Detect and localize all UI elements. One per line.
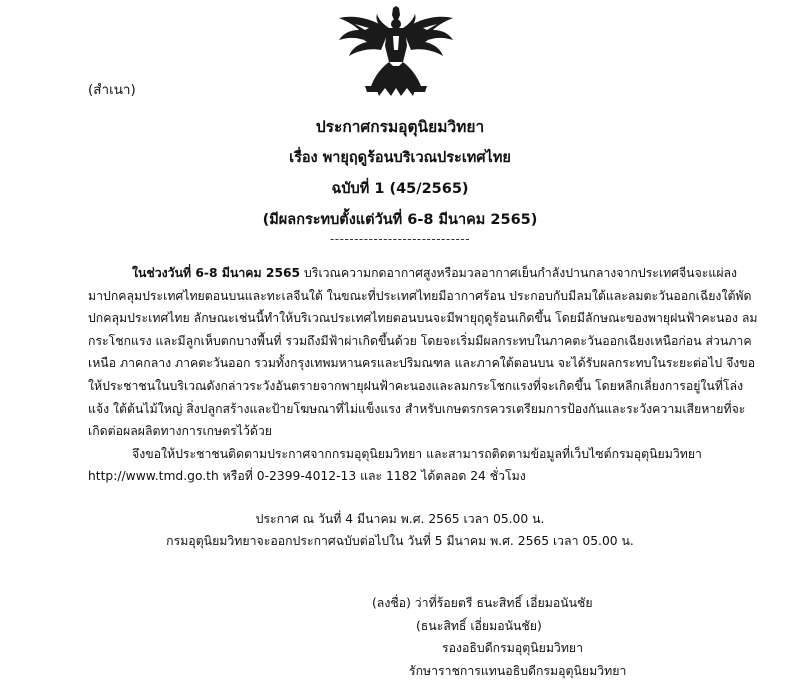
announcement-body <box>88 262 760 488</box>
body-paragraph-2 <box>88 443 760 488</box>
heading-subject: เรื่อง พายุฤดูร้อนบริเวณประเทศไทย <box>289 150 511 166</box>
signature-block <box>372 592 672 682</box>
heading-separator: ----------------------------- <box>329 232 471 246</box>
signature-name: (ธนะสิทธิ์ เอี่ยมอนันชัย) <box>416 618 542 633</box>
announced-date: ประกาศ ณ วันที่ 4 มีนาคม พ.ศ. 2565 เวลา 05.00 น. <box>255 512 545 526</box>
heading-issue-number: ฉบับที่ 1 (45/2565) <box>331 181 469 197</box>
announcement-heading <box>0 112 800 236</box>
paragraph-2-text: จึงขอให้ประชาชนติดตามประกาศจากกรมอุตุนิยมวิทยา และสามารถติดตามข้อมูลที่เว็บไซต์กรมอุตุนิยมวิทยา http://www.tmd.go.th หรือที่ 0-2399-4012-13 และ 1182 ได้ตลอด 24 ชั่วโมง <box>88 446 702 484</box>
signature-signed: (ลงชื่อ) ว่าที่ร้อยตรี ธนะสิทธิ์ เอี่ยมอนันชัย <box>372 596 593 610</box>
paragraph-1-text: บริเวณความกดอากาศสูงหรือมวลอากาศเย็นกำลังปานกลางจากประเทศจีนจะแผ่ลงมาปกคลุมประเทศไทยตอนบนและทะเลจีนใต้ ในขณะที่ประเทศไทยมีอากาศร้อน ประกอบกับมีลมใต้และลมตะวันออกเฉียงใต้พัดปกคลุมประเทศไทย ลักษณะเช่นนี้ทำให้บริเวณประเทศไทยตอนบนจะมีพายุฤดูร้อนเกิดขึ้น โดยมีลักษณะของพายุฝนฟ้าคะนอง ลมกระโชกแรง และมีลูกเห็บตกบางพื้นที่ รวมถึงมีฟ้าผ่าเกิดขึ้นด้วย โดยจะเริ่มมีผลกระทบในภาคตะวันออกเฉียงเหนือก่อน ส่วนภาคเหนือ ภาคกลาง ภาคตะวันออก รวมทั้งกรุงเทพมหานครและปริมณฑล และภาคใต้ตอนบน จะได้รับผลกระทบในระยะต่อไป จึงขอให้ประชาชนในบริเวณดังกล่าวระวังอันตรายจากพายุฝนฟ้าคะนองและลมกระโชกแรงที่จะเกิดขึ้น โดยหลีกเลี่ยงการอยู่ในที่โล่งแจ้ง ใต้ต้นไม้ใหญ่ สิ่งปลูกสร้างและป้ายโฆษณาที่ไม่แข็งแรง สำหรับเกษตรกรควรเตรียมการป้องกันและระวังความเสียหายที่จะเกิดต่อผลผลิตทางการเกษตรไว้ด้วย <box>88 266 758 439</box>
body-paragraph-1 <box>88 262 760 443</box>
announcement-dates <box>0 508 800 552</box>
copy-label: (สำเนา) <box>88 82 136 98</box>
heading-effective-dates: (มีผลกระทบตั้งแต่วันที่ 6-8 มีนาคม 2565) <box>262 212 538 228</box>
next-issue-date: กรมอุตุนิยมวิทยาจะออกประกาศฉบับต่อไปใน วันที่ 5 มีนาคม พ.ศ. 2565 เวลา 05.00 น. <box>166 534 634 548</box>
garuda-emblem-icon <box>335 6 457 98</box>
signature-acting-role: รักษาราชการแทนอธิบดีกรมอุตุนิยมวิทยา <box>409 663 627 678</box>
paragraph-1-lead: ในช่วงวันที่ 6-8 มีนาคม 2565 <box>132 266 301 280</box>
heading-department: ประกาศกรมอุตุนิยมวิทยา <box>315 118 485 136</box>
signature-position: รองอธิบดีกรมอุตุนิยมวิทยา <box>442 641 584 656</box>
